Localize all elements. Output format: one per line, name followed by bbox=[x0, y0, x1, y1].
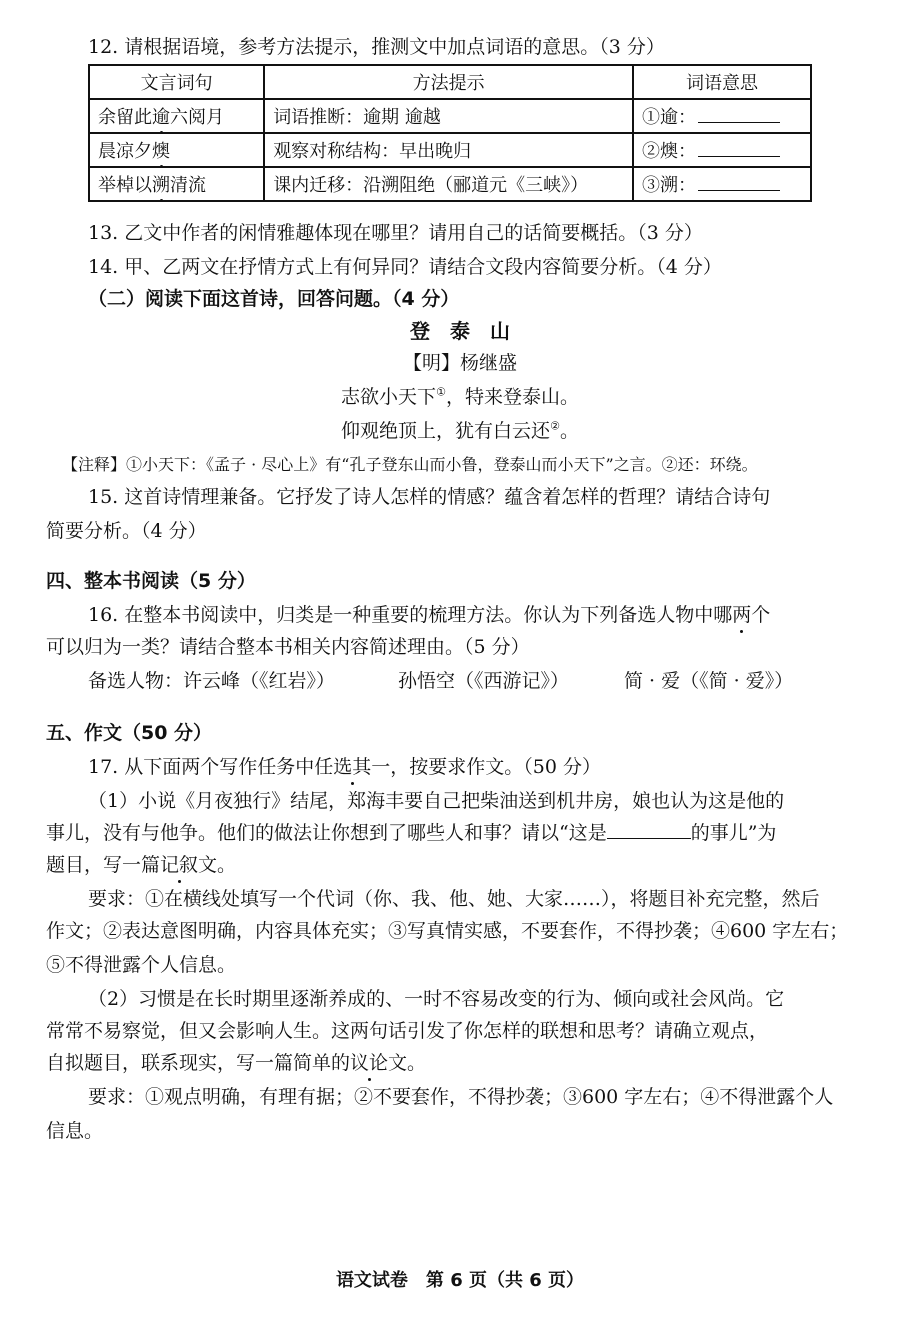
table-cell-answer: ①逾： bbox=[633, 99, 811, 133]
q12-table bbox=[88, 64, 812, 202]
emphasis-dot-word: 任选其一 bbox=[314, 756, 391, 778]
req2-line-2: 信息。 bbox=[46, 1120, 104, 1142]
table-header: 方法提示 bbox=[264, 65, 633, 99]
req1-line-1: 要求：①在横线处填写一个代词（你、我、他、她、大家……），将题目补充完整，然后 bbox=[88, 888, 820, 910]
req1-line-2: 作文；②表达意图明确，内容具体充实；③写真情实感，不要套作，不得抄袭；④600 字左右； bbox=[46, 920, 849, 942]
emphasis-dot-word: 记叙 bbox=[160, 854, 199, 876]
q16-line-2: 可以归为一类？请结合整本书相关内容简述理由。（5 分） bbox=[46, 636, 530, 658]
table-cell-phrase: 晨凉夕燠 bbox=[89, 133, 264, 167]
table-row bbox=[89, 167, 811, 201]
poem-line-2: 仰观绝顶上，犹有白云还②。 bbox=[341, 419, 579, 442]
table-cell-answer: ②燠： bbox=[633, 133, 811, 167]
q12-prompt: 12. 请根据语境，参考方法提示，推测文中加点词语的意思。（3 分） bbox=[88, 36, 665, 58]
page-footer: 语文试卷 第 6 页（共 6 页） bbox=[335, 1270, 585, 1291]
section4-heading: 四、整本书阅读（5 分） bbox=[46, 570, 256, 592]
footnote-mark: ① bbox=[436, 385, 446, 399]
emphasis-dot-word: 逾 bbox=[152, 103, 170, 129]
q16-candidate-2: 孙悟空（《西游记》） bbox=[398, 670, 570, 692]
table-row bbox=[89, 133, 811, 167]
q16-candidate-3: 简 · 爱（《简 · 爱》） bbox=[624, 670, 794, 692]
answer-blank bbox=[698, 140, 780, 157]
q13-text: 13. 乙文中作者的闲情雅趣体现在哪里？请用自己的话简要概括。（3 分） bbox=[88, 222, 703, 244]
table-header: 文言词句 bbox=[89, 65, 264, 99]
emphasis-dot-word: 议论 bbox=[350, 1052, 389, 1074]
q17-text: 17. 从下面两个写作任务中任选其一，按要求作文。（50 分） bbox=[88, 756, 601, 778]
q15-line-2: 简要分析。（4 分） bbox=[46, 520, 207, 542]
table-cell-hint: 词语推断：逾期 逾越 bbox=[264, 99, 633, 133]
table-header-row bbox=[89, 65, 811, 99]
table-cell-phrase: 举棹以溯清流 bbox=[89, 167, 264, 201]
q14-text: 14. 甲、乙两文在抒情方式上有何异同？请结合文段内容简要分析。（4 分） bbox=[88, 256, 722, 278]
q16-line-1: 16. 在整本书阅读中，归类是一种重要的梳理方法。你认为下列备选人物中哪两个 bbox=[88, 604, 771, 626]
table-cell-answer: ③溯： bbox=[633, 167, 811, 201]
task2-line-1: （2）习惯是在长时期里逐渐养成的、一时不容易改变的行为、倾向或社会风尚。它 bbox=[88, 988, 785, 1010]
table-cell-hint: 课内迁移：沿溯阻绝（郦道元《三峡》） bbox=[264, 167, 633, 201]
req1-line-3: ⑤不得泄露个人信息。 bbox=[46, 954, 237, 976]
title-blank bbox=[607, 820, 691, 839]
poem-line-1: 志欲小天下①，特来登泰山。 bbox=[341, 385, 579, 408]
q15-line-1: 15. 这首诗情理兼备。它抒发了诗人怎样的情感？蕴含着怎样的哲理？请结合诗句 bbox=[88, 486, 771, 508]
answer-blank bbox=[698, 106, 780, 123]
poem-title: 登 泰 山 bbox=[410, 319, 510, 343]
table-cell-phrase: 余留此逾六阅月 bbox=[89, 99, 264, 133]
task1-line-1: （1）小说《月夜独行》结尾，郑海丰要自己把柴油送到机井房，娘也认为这是他的 bbox=[88, 790, 785, 812]
poem-author: 【明】杨继盛 bbox=[402, 352, 517, 374]
task2-line-3: 自拟题目，联系现实，写一篇简单的议论文。 bbox=[46, 1052, 427, 1074]
section5-heading: 五、作文（50 分） bbox=[46, 722, 213, 744]
table-row bbox=[89, 99, 811, 133]
task1-line-3: 题目，写一篇记叙文。 bbox=[46, 854, 237, 876]
answer-blank bbox=[698, 174, 780, 191]
footnote-mark: ② bbox=[550, 419, 560, 433]
emphasis-dot-word: 哪两个 bbox=[713, 604, 771, 626]
section2-heading: （二）阅读下面这首诗，回答问题。（4 分） bbox=[88, 288, 460, 310]
task2-line-2: 常常不易察觉，但又会影响人生。这两句话引发了你怎样的联想和思考？请确立观点， bbox=[46, 1020, 769, 1042]
emphasis-dot-word: 燠 bbox=[152, 137, 170, 163]
task1-line-2: 事儿，没有与他争。他们的做法让你想到了哪些人和事？请以“这是 的事儿”为 bbox=[46, 822, 777, 844]
table-cell-hint: 观察对称结构：早出晚归 bbox=[264, 133, 633, 167]
emphasis-dot-word: 溯 bbox=[152, 171, 170, 197]
q16-candidate-1: 备选人物：许云峰（《红岩》） bbox=[88, 670, 336, 692]
req2-line-1: 要求：①观点明确，有理有据；②不要套作，不得抄袭；③600 字左右；④不得泄露个人 bbox=[88, 1086, 834, 1108]
table-header: 词语意思 bbox=[633, 65, 811, 99]
poem-annotation: 【注释】①小天下：《孟子 · 尽心上》有“孔子登东山而小鲁，登泰山而小天下”之言。②还：环绕。 bbox=[62, 455, 758, 474]
